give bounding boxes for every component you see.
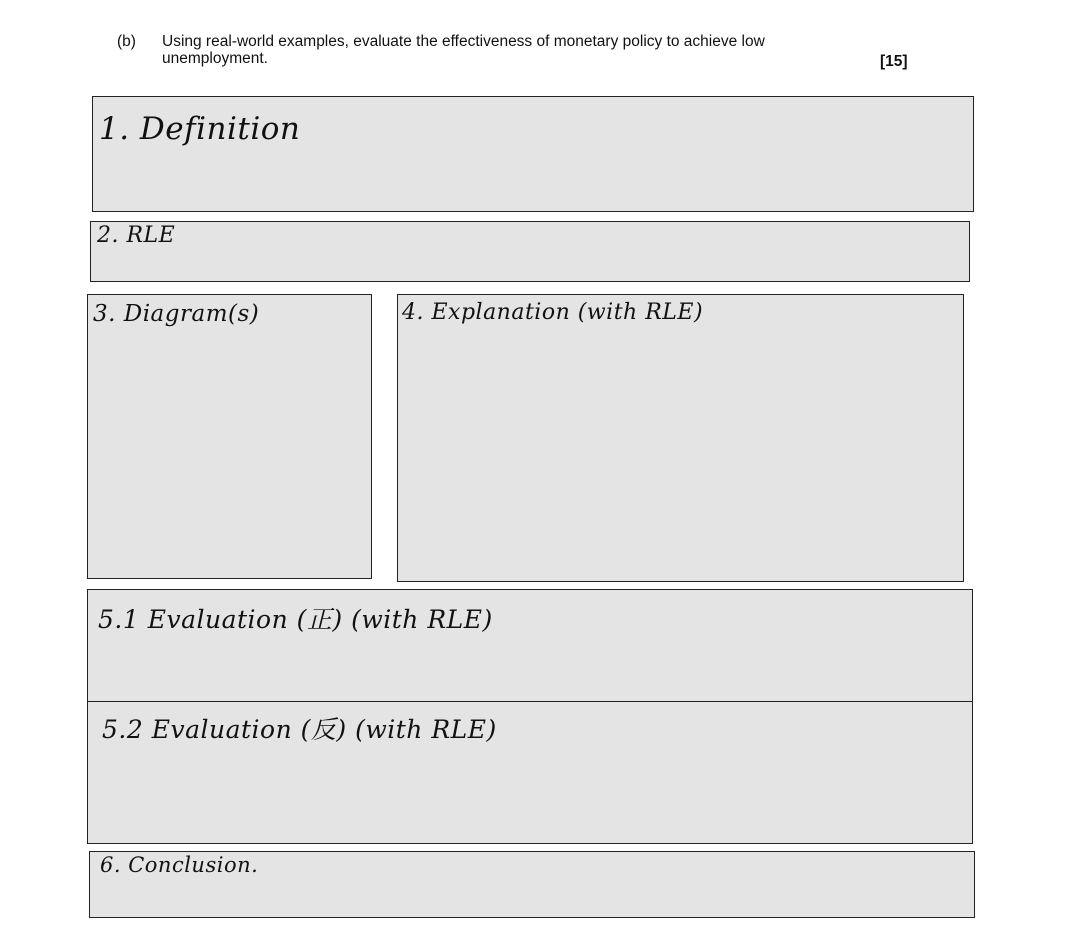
explanation-label: 4. Explanation (with RLE)	[402, 300, 704, 325]
question-marks: [15]	[880, 53, 908, 70]
conclusion-box[interactable]	[89, 851, 975, 918]
question-text: Using real-world examples, evaluate the effectiveness of monetary policy to achieve low unemployment.	[162, 33, 765, 67]
diagrams-box[interactable]	[87, 294, 372, 579]
question-label: (b)	[117, 33, 136, 50]
evaluation-divider	[88, 701, 972, 702]
evaluation-1-label: 5.1 Evaluation (正) (with RLE)	[98, 605, 493, 634]
conclusion-label: 6. Conclusion.	[100, 853, 259, 877]
evaluation-2-label: 5.2 Evaluation (反) (with RLE)	[102, 715, 497, 744]
definition-label: 1. Definition	[99, 111, 301, 147]
explanation-box[interactable]	[397, 294, 964, 582]
rle-label: 2. RLE	[97, 223, 176, 248]
diagrams-label: 3. Diagram(s)	[93, 301, 260, 327]
rle-box[interactable]	[90, 221, 970, 282]
evaluation-box[interactable]	[87, 589, 973, 844]
definition-box[interactable]	[92, 96, 974, 212]
